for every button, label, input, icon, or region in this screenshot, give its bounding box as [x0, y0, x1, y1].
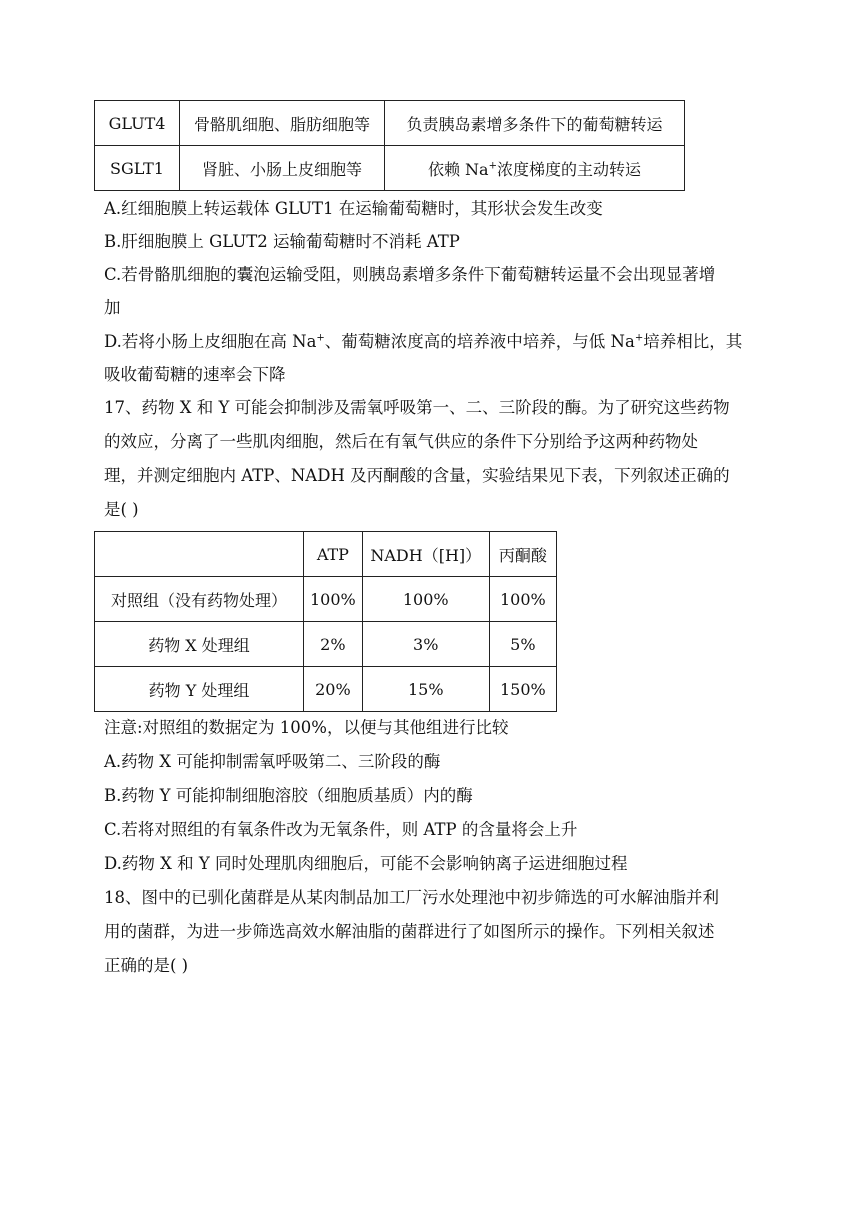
table-row: [95, 577, 557, 622]
table-row: [95, 667, 557, 712]
q16-option-a: A.红细胞膜上转运载体 GLUT1 在运输葡萄糖时，其形状会发生改变: [104, 199, 603, 218]
text-run: D.若将小肠上皮细胞在高 Na: [104, 332, 317, 351]
text-run: 浓度梯度的主动转运: [497, 159, 642, 179]
text-run: 、葡萄糖浓度高的培养液中培养，与低 Na: [324, 332, 635, 351]
table-cell: [385, 146, 685, 191]
table-cell: 药物 Y 处理组: [95, 667, 304, 712]
q17-stem-line: 理，并测定细胞内 ATP、NADH 及丙酮酸的含量，实验结果见下表，下列叙述正确的: [104, 466, 730, 485]
table-cell: 肾脏、小肠上皮细胞等: [180, 146, 385, 191]
table-cell: 药物 X 处理组: [95, 622, 304, 667]
table-header-row: [95, 532, 557, 577]
q18-stem-line: 用的菌群，为进一步筛选高效水解油脂的菌群进行了如图所示的操作。下列相关叙述: [104, 922, 715, 941]
table-row: [95, 622, 557, 667]
q16-option-d: [104, 332, 742, 352]
q17-note: 注意:对照组的数据定为 100%，以便与其他组进行比较: [104, 718, 509, 737]
table-cell: 100%: [304, 577, 363, 622]
table-row: [95, 101, 685, 146]
table-header-cell: NADH（[H]）: [362, 532, 489, 577]
table-cell: 20%: [304, 667, 363, 712]
q17-option-b: B.药物 Y 可能抑制细胞溶胶（细胞质基质）内的酶: [104, 786, 473, 805]
table-cell: 负责胰岛素增多条件下的葡萄糖转运: [385, 101, 685, 146]
table-row: [95, 146, 685, 191]
text-run: 依赖 Na: [427, 159, 489, 179]
table-cell: 3%: [362, 622, 489, 667]
table-cell: 5%: [489, 622, 556, 667]
table-cell: 15%: [362, 667, 489, 712]
q18-stem-line: 18、图中的已驯化菌群是从某肉制品加工厂污水处理池中初步筛选的可水解油脂并利: [104, 888, 719, 907]
q17-option-c: C.若将对照组的有氧条件改为无氧条件，则 ATP 的含量将会上升: [104, 820, 578, 839]
superscript: +: [488, 160, 497, 172]
table-cell: 2%: [304, 622, 363, 667]
table-cell: GLUT4: [95, 101, 180, 146]
table-cell: 150%: [489, 667, 556, 712]
table-cell: 100%: [362, 577, 489, 622]
table-cell: 骨骼肌细胞、脂肪细胞等: [180, 101, 385, 146]
q17-option-d: D.药物 X 和 Y 同时处理肌肉细胞后，可能不会影响钠离子运进细胞过程: [104, 854, 628, 873]
table-header-cell: ATP: [304, 532, 363, 577]
q16-option-b: B.肝细胞膜上 GLUT2 运输葡萄糖时不消耗 ATP: [104, 232, 460, 251]
table-cell: SGLT1: [95, 146, 180, 191]
q17-stem-line: 的效应，分离了一些肌肉细胞，然后在有氧气供应的条件下分别给予这两种药物处: [104, 432, 698, 451]
table-header-cell: 丙酮酸: [489, 532, 556, 577]
text-run: 培养相比，其: [643, 332, 743, 351]
glut-transporter-table: [94, 100, 685, 191]
q17-stem-line: 是( ): [104, 500, 139, 519]
table-header-cell: [95, 532, 304, 577]
q18-stem-line: 正确的是( ): [104, 956, 189, 975]
q16-option-c: C.若骨骼肌细胞的囊泡运输受阻，则胰岛素增多条件下葡萄糖转运量不会出现显著增: [104, 265, 716, 284]
table-cell: 100%: [489, 577, 556, 622]
q17-stem-line: 17、药物 X 和 Y 可能会抑制涉及需氧呼吸第一、二、三阶段的酶。为了研究这些药物: [104, 398, 730, 417]
table-cell: 对照组（没有药物处理）: [95, 577, 304, 622]
q16-option-c-cont: 加: [104, 298, 121, 317]
q16-option-d-cont: 吸收葡萄糖的速率会下降: [104, 365, 286, 384]
superscript: +: [316, 332, 325, 344]
drug-results-table: [94, 531, 557, 712]
superscript: +: [634, 332, 644, 344]
q17-option-a: A.药物 X 可能抑制需氧呼吸第二、三阶段的酶: [104, 752, 441, 771]
